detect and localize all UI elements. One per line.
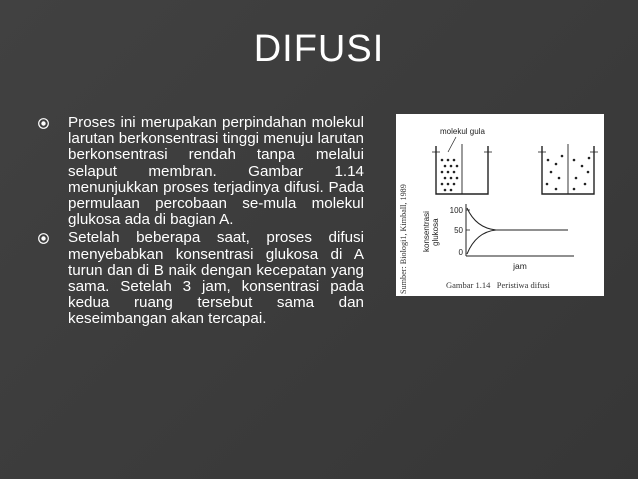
- curve-a: [467, 208, 568, 230]
- molecule-pointer: [448, 137, 456, 152]
- x-axis-label: jam: [513, 261, 527, 271]
- bullet-arrow-icon: [38, 118, 49, 129]
- diffusion-figure: [396, 114, 604, 296]
- diffusion-diagram: [396, 114, 604, 296]
- tick-100: 100: [449, 206, 463, 215]
- y-axis-label-1: konsentrasi: [422, 211, 431, 252]
- bullet-item: [38, 230, 364, 327]
- concentration-graph: [422, 204, 574, 271]
- slide-title: DIFUSI: [253, 28, 385, 70]
- figure-source: Sumber: Biologi1, Kimball, 1989: [399, 184, 408, 294]
- y-axis-label-2: glukosa: [431, 218, 440, 246]
- beaker-a: [432, 144, 492, 194]
- molecule-label: molekul gula: [440, 127, 485, 136]
- bullet-list: [38, 115, 364, 330]
- tick-50: 50: [454, 226, 463, 235]
- curve-b: [467, 230, 496, 254]
- bullet-text: Proses ini merupakan perpindahan molekul larutan berkonsentrasi tinggi menuju larutan berkonsentrasi rendah tanpa melalui selaput membran. Gambar 1.14 menunjukkan proses terjadinya difusi. Pada permulaan percobaan se-mula molekul glukosa ada di bagian A.: [68, 114, 364, 229]
- figure-caption: Gambar 1.14 Peristiwa difusi: [446, 280, 550, 290]
- tick-0: 0: [458, 248, 463, 257]
- bullet-text: Setelah beberapa saat, proses difusi menyebabkan konsentrasi glukosa di A turun dan di B naik dengan kecepatan yang sama. Setelah 3 jam, konsentrasi pada kedua ruang tersebut sama dan keseimbangan akan tercapai.: [68, 229, 364, 328]
- bullet-arrow-icon: [38, 233, 49, 244]
- beaker-b: [538, 144, 598, 194]
- bullet-item: [38, 115, 364, 228]
